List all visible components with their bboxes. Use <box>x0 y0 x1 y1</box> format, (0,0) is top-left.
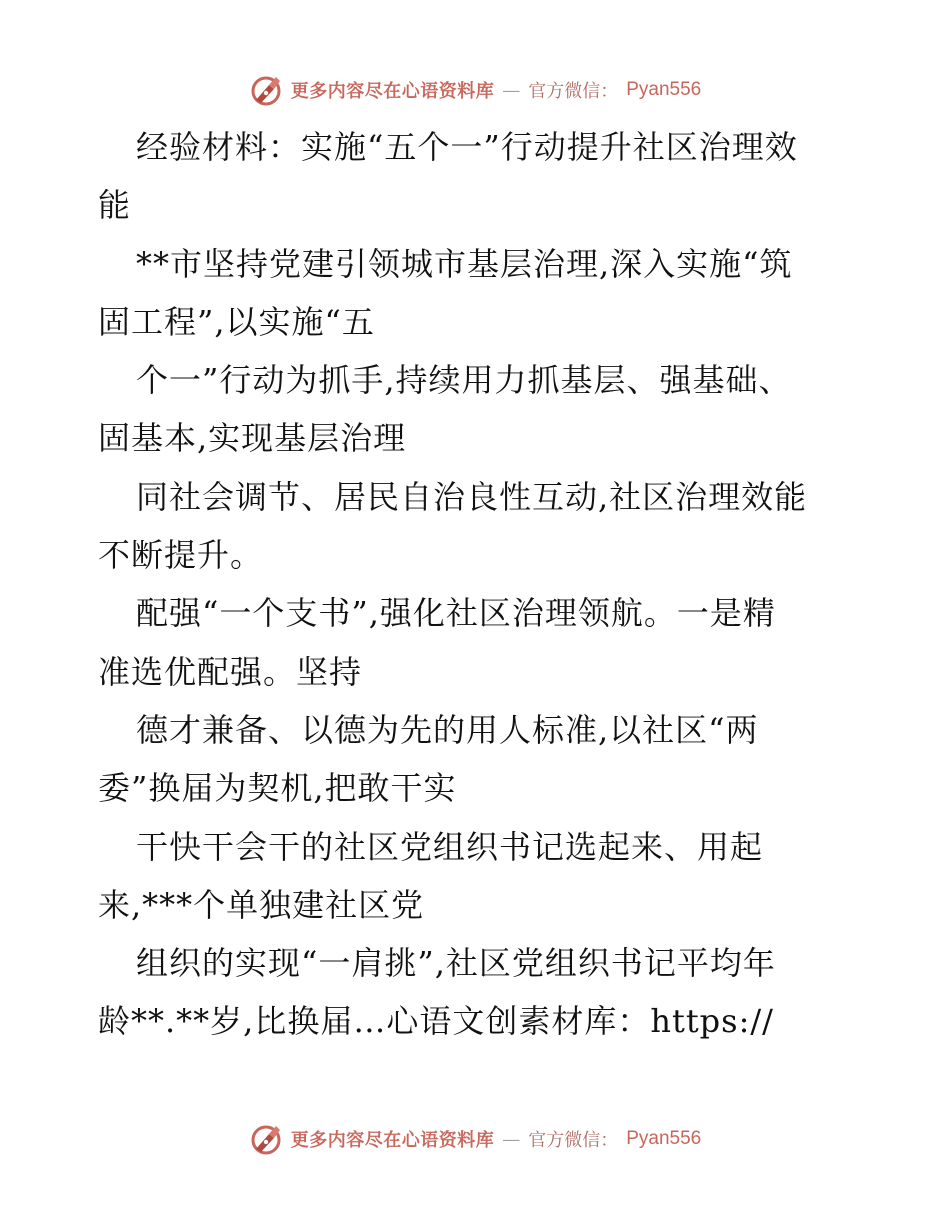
paragraph-line: 准选优配强。坚持 <box>98 652 363 691</box>
wechat-id: Pyan556 <box>626 1128 702 1149</box>
pen-logo-icon <box>249 1122 283 1156</box>
pen-logo-icon <box>249 73 283 107</box>
banner-separator: — <box>502 1128 521 1150</box>
banner-separator: — <box>502 79 521 101</box>
paragraph-line: **市坚持党建引领城市基层治理,深入实施“筑 <box>136 244 793 283</box>
paragraph-line: 来,***个单独建社区党 <box>98 885 425 924</box>
paragraph-line: 干快干会干的社区党组织书记选起来、用起 <box>136 827 764 866</box>
paragraph-line: 配强“一个支书”,强化社区治理领航。一是精 <box>136 594 776 633</box>
title-line-2: 能 <box>98 186 132 225</box>
paragraph-line: 委”换届为契机,把敢干实 <box>98 769 457 808</box>
paragraph-line: 个一”行动为抓手,持续用力抓基层、强基础、 <box>136 361 792 400</box>
paragraph-line: 德才兼备、以德为先的用人标准,以社区“两 <box>136 710 759 749</box>
wechat-id: Pyan556 <box>626 79 702 100</box>
document-body <box>98 118 858 1051</box>
header-banner <box>0 70 950 110</box>
paragraph-line: 同社会调节、居民自治良性互动,社区治理效能 <box>136 477 808 516</box>
brand-text: 更多内容尽在心语资料库 <box>290 81 495 102</box>
paragraph-line: 不断提升。 <box>98 536 264 575</box>
wechat-label: 官方微信： <box>528 81 619 102</box>
wechat-label: 官方微信： <box>528 1130 619 1151</box>
paragraph-line: 龄**.**岁,比换届…心语文创素材库：https:// <box>98 1002 774 1041</box>
paragraph-line: 固工程”,以实施“五 <box>98 302 375 341</box>
brand-text: 更多内容尽在心语资料库 <box>290 1130 495 1151</box>
footer-banner <box>0 1119 950 1159</box>
paragraph-line: 组织的实现“一肩挑”,社区党组织书记平均年 <box>136 944 776 983</box>
paragraph-line: 固基本,实现基层治理 <box>98 419 407 458</box>
title-line-1: 经验材料：实施“五个一”行动提升社区治理效 <box>136 128 798 166</box>
